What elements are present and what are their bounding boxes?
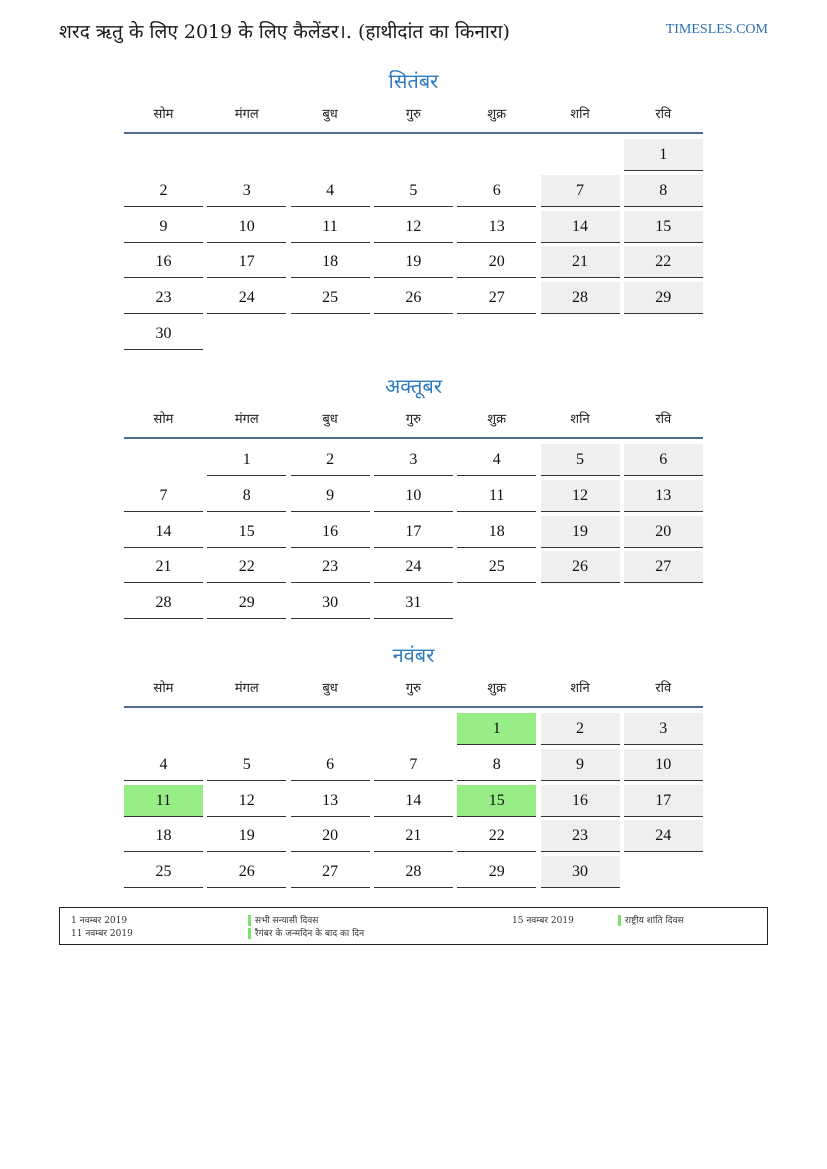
legend-holiday-label: राष्ट्रीय शांति दिवस <box>625 916 684 926</box>
calendar-day: 30 <box>541 856 620 888</box>
calendar-day: 23 <box>541 820 620 852</box>
calendar-day: 22 <box>457 820 536 852</box>
calendar-day: 20 <box>624 516 703 548</box>
calendar-day: 23 <box>291 551 370 583</box>
calendar-day: 24 <box>207 282 286 314</box>
calendar-day: 6 <box>457 175 536 207</box>
calendar-day: 27 <box>291 856 370 888</box>
month-title: अक्तूबर <box>385 374 442 398</box>
calendar-day: 21 <box>124 551 203 583</box>
calendar-day: 3 <box>207 175 286 207</box>
page-title: शरद ऋतु के लिए 2019 के लिए कैलेंडर।. (हाथीदांत का किनारा) <box>59 21 510 43</box>
calendar-day: 25 <box>124 856 203 888</box>
weekday-label: सोम <box>153 107 174 122</box>
weekday-header-row <box>124 102 703 134</box>
weekday-label: सोम <box>153 412 174 427</box>
calendar-day: 4 <box>457 444 536 476</box>
site-link[interactable]: TIMESLES.COM <box>665 22 768 37</box>
calendar-day: 14 <box>541 211 620 243</box>
weekday-label: रवि <box>655 107 672 122</box>
calendar-day: 21 <box>541 246 620 278</box>
calendar-day: 12 <box>207 785 286 817</box>
weekday-label: शनि <box>570 681 590 696</box>
calendar-day: 8 <box>457 749 536 781</box>
calendar-day: 23 <box>124 282 203 314</box>
holiday-color-swatch <box>618 915 621 926</box>
calendar-day: 19 <box>207 820 286 852</box>
calendar-day: 8 <box>207 480 286 512</box>
calendar-day: 26 <box>207 856 286 888</box>
calendar-day: 1 <box>457 713 536 745</box>
calendar-day: 25 <box>457 551 536 583</box>
calendar-day: 7 <box>124 480 203 512</box>
calendar-day: 30 <box>291 587 370 619</box>
month-days <box>124 439 703 624</box>
weekday-label: शनि <box>570 107 590 122</box>
weekday-label: गुरु <box>405 681 421 696</box>
calendar-day: 13 <box>291 785 370 817</box>
legend-date: 15 नवम्बर 2019 <box>512 916 574 926</box>
legend-holiday-name <box>248 926 364 939</box>
calendar-day: 18 <box>457 516 536 548</box>
weekday-label: बुध <box>322 681 338 696</box>
calendar-day: 22 <box>624 246 703 278</box>
calendar-day: 2 <box>124 175 203 207</box>
legend-holiday-name <box>248 913 318 926</box>
calendar-day: 20 <box>291 820 370 852</box>
calendar-day: 28 <box>124 587 203 619</box>
calendar-day: 1 <box>207 444 286 476</box>
calendar-day: 11 <box>457 480 536 512</box>
calendar-day: 6 <box>624 444 703 476</box>
calendar-day: 7 <box>541 175 620 207</box>
calendar-day: 6 <box>291 749 370 781</box>
weekday-label: बुध <box>322 107 338 122</box>
weekday-label: मंगल <box>234 681 259 696</box>
calendar-day: 14 <box>124 516 203 548</box>
calendar-day: 14 <box>374 785 453 817</box>
calendar-day: 30 <box>124 318 203 350</box>
legend-date: 1 नवम्बर 2019 <box>71 916 128 926</box>
calendar-day: 9 <box>124 211 203 243</box>
month-title: नवंबर <box>392 643 435 667</box>
calendar-day: 18 <box>124 820 203 852</box>
calendar-day: 13 <box>624 480 703 512</box>
calendar-day: 17 <box>207 246 286 278</box>
month-november <box>124 640 703 893</box>
holiday-legend <box>59 907 768 945</box>
calendar-day: 19 <box>541 516 620 548</box>
calendar-day: 22 <box>207 551 286 583</box>
calendar-day: 17 <box>624 785 703 817</box>
calendar-day: 27 <box>624 551 703 583</box>
calendar-day: 26 <box>541 551 620 583</box>
calendar-day: 15 <box>624 211 703 243</box>
calendar-day: 25 <box>291 282 370 314</box>
calendar-day: 28 <box>374 856 453 888</box>
calendar-day: 7 <box>374 749 453 781</box>
calendar-day: 29 <box>207 587 286 619</box>
month-september <box>124 66 703 355</box>
calendar-day: 24 <box>624 820 703 852</box>
weekday-label: गुरु <box>405 412 421 427</box>
month-days <box>124 134 703 355</box>
legend-holiday-label: रैगंबर के जन्मदिन के बाद का दिन <box>255 929 365 939</box>
calendar-day: 3 <box>374 444 453 476</box>
calendar-day: 15 <box>207 516 286 548</box>
weekday-label: सोम <box>153 681 174 696</box>
weekday-label: रवि <box>655 681 672 696</box>
calendar-day: 3 <box>624 713 703 745</box>
calendar-day: 28 <box>541 282 620 314</box>
holiday-color-swatch <box>248 928 251 939</box>
calendar-day: 1 <box>624 139 703 171</box>
calendar-day: 2 <box>291 444 370 476</box>
calendar-day: 24 <box>374 551 453 583</box>
calendar-day: 15 <box>457 785 536 817</box>
calendar-day: 21 <box>374 820 453 852</box>
weekday-label: शुक्र <box>487 412 507 427</box>
calendar-day: 10 <box>374 480 453 512</box>
calendar-day: 31 <box>374 587 453 619</box>
weekday-label: शनि <box>570 412 590 427</box>
legend-date: 11 नवम्बर 2019 <box>71 929 133 939</box>
calendar-day: 17 <box>374 516 453 548</box>
legend-holiday-label: सभी सन्यासी दिवस <box>255 916 319 926</box>
calendar-day: 26 <box>374 282 453 314</box>
weekday-label: शुक्र <box>487 107 507 122</box>
calendar-day: 27 <box>457 282 536 314</box>
calendar-day: 13 <box>457 211 536 243</box>
calendar-day: 20 <box>457 246 536 278</box>
calendar-day: 19 <box>374 246 453 278</box>
calendar-day: 5 <box>207 749 286 781</box>
month-title: सितंबर <box>388 69 439 93</box>
calendar-day: 11 <box>124 785 203 817</box>
calendar-day: 16 <box>541 785 620 817</box>
weekday-label: मंगल <box>234 412 259 427</box>
weekday-label: मंगल <box>234 107 259 122</box>
holiday-color-swatch <box>248 915 251 926</box>
legend-holiday-name <box>618 913 684 926</box>
weekday-header-row <box>124 407 703 439</box>
calendar-day: 8 <box>624 175 703 207</box>
calendar-day: 5 <box>541 444 620 476</box>
month-days <box>124 708 703 893</box>
calendar-day: 9 <box>291 480 370 512</box>
weekday-label: बुध <box>322 412 338 427</box>
weekday-label: गुरु <box>405 107 421 122</box>
calendar-day: 12 <box>541 480 620 512</box>
calendar-day: 12 <box>374 211 453 243</box>
weekday-header-row <box>124 676 703 708</box>
calendar-day: 5 <box>374 175 453 207</box>
month-october <box>124 371 703 624</box>
calendar-day: 29 <box>624 282 703 314</box>
weekday-label: शुक्र <box>487 681 507 696</box>
calendar-day: 4 <box>291 175 370 207</box>
calendar-day: 18 <box>291 246 370 278</box>
calendar-day: 4 <box>124 749 203 781</box>
calendar-day: 9 <box>541 749 620 781</box>
calendar-day: 10 <box>207 211 286 243</box>
calendar-day: 29 <box>457 856 536 888</box>
calendar-day: 11 <box>291 211 370 243</box>
page-header <box>59 18 768 48</box>
calendar-day: 16 <box>124 246 203 278</box>
calendar-day: 16 <box>291 516 370 548</box>
calendar-day: 2 <box>541 713 620 745</box>
calendar-day: 10 <box>624 749 703 781</box>
weekday-label: रवि <box>655 412 672 427</box>
